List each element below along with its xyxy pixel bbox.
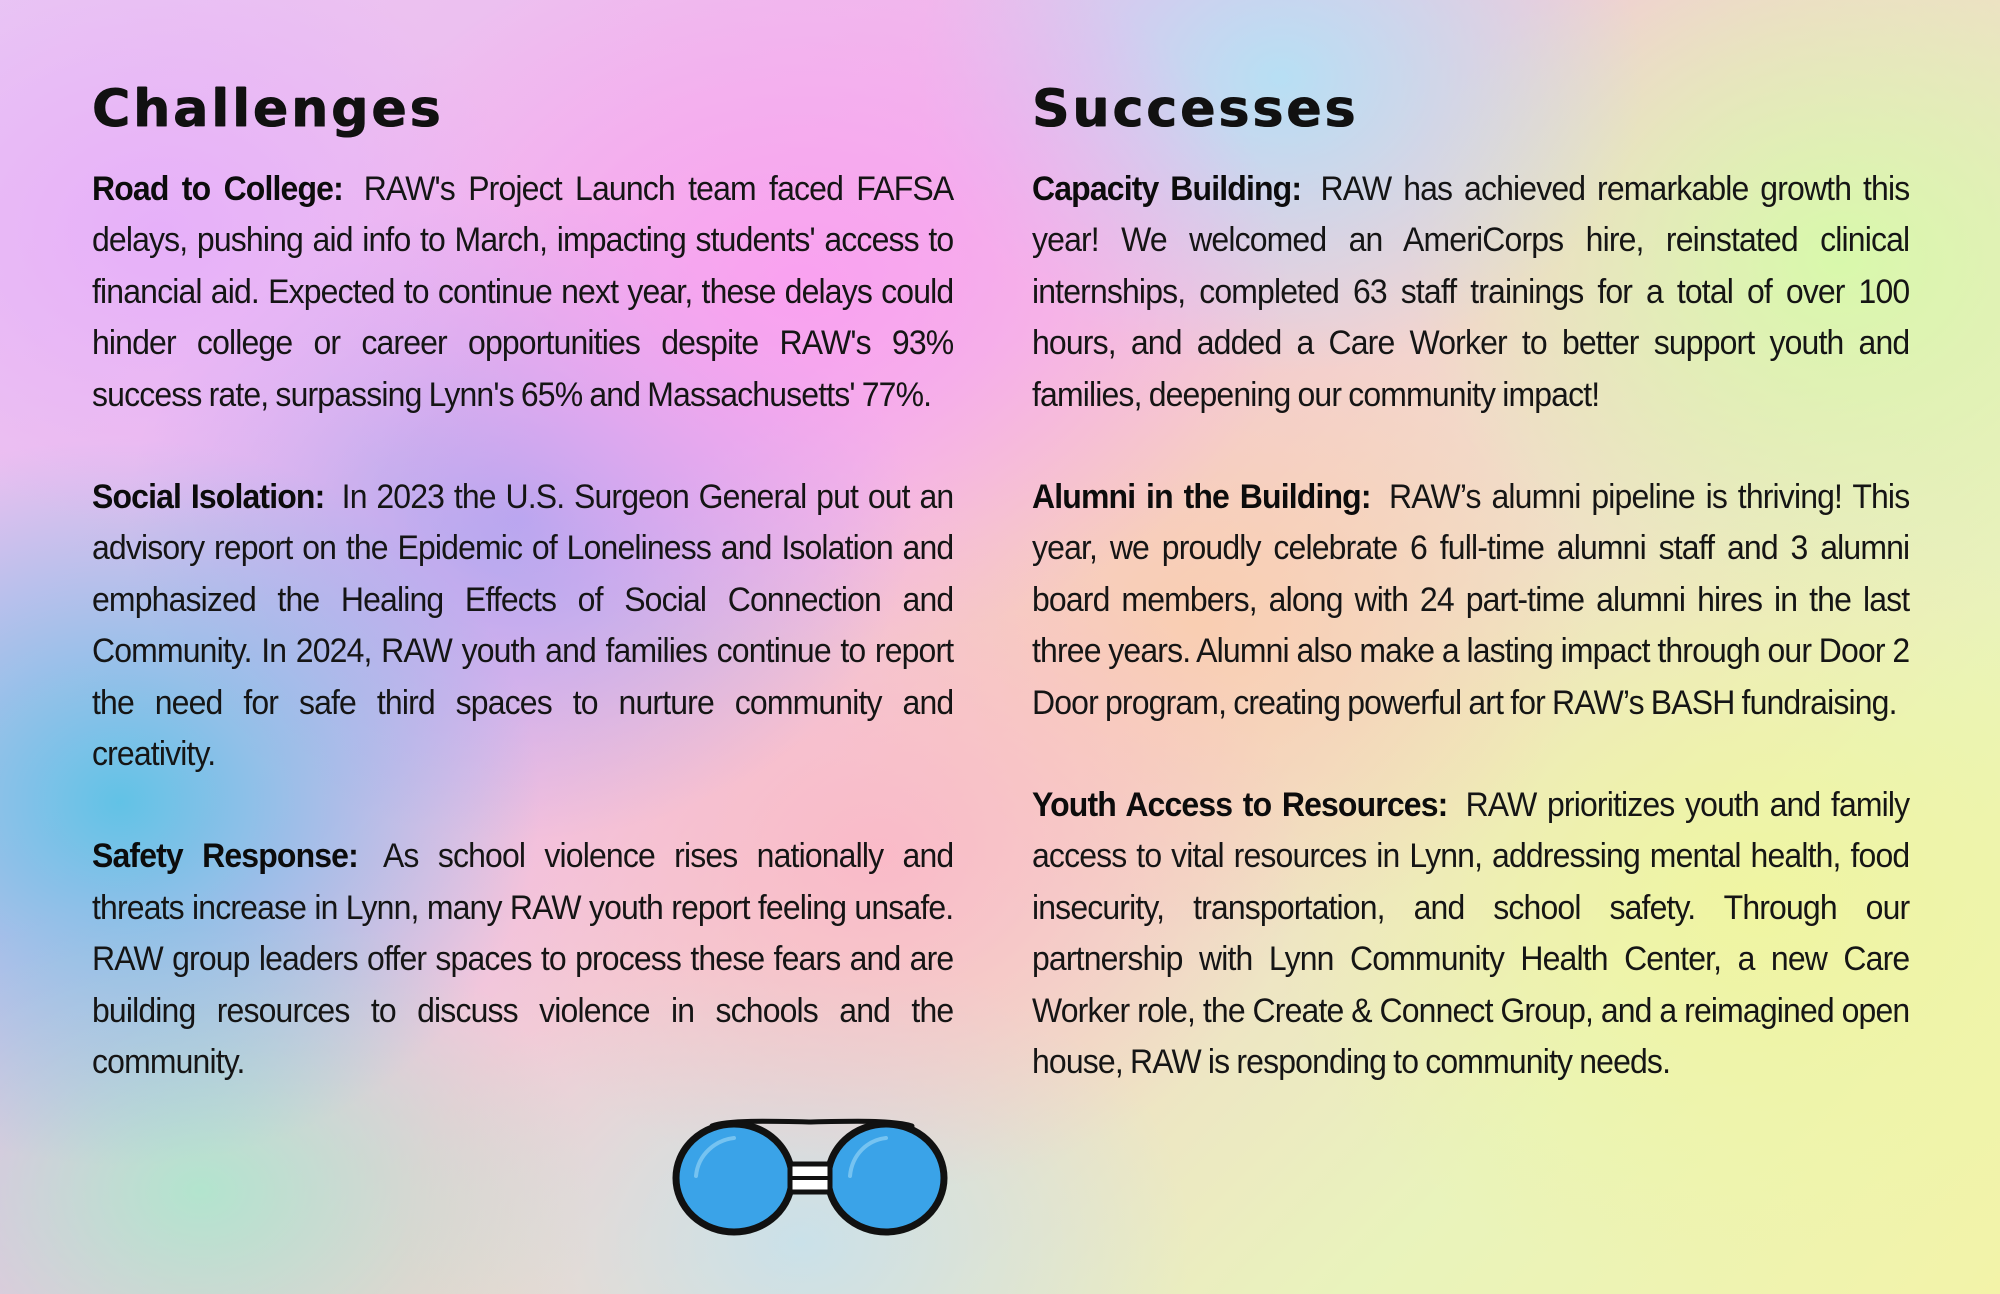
challenge-text: As school violence rises nationally and threats increase in Lynn, many RAW youth report feeling unsafe. RAW group leaders offer spaces to process these fears and are building resources to discuss violence in schools and the community.	[92, 837, 954, 1082]
challenge-road-to-college	[92, 164, 953, 421]
right-lens	[828, 1124, 944, 1232]
challenges-heading: Challenges	[92, 79, 444, 139]
success-capacity-building	[1032, 164, 1909, 421]
challenge-text: RAW's Project Launch team faced FAFSA delays, pushing aid info to March, impacting students' access to financial aid. Expected to continue next year, these delays could hinder college or career opportunities despite RAW's 93% success rate, surpassing Lynn's 65% and Massachusetts' 77%.	[92, 170, 954, 414]
left-lens	[676, 1124, 792, 1232]
successes-heading: Successes	[1032, 79, 1359, 139]
challenge-safety-response	[92, 831, 953, 1088]
success-youth-access-to-resources	[1032, 780, 1909, 1088]
success-text: RAW’s alumni pipeline is thriving! This year, we proudly celebrate 6 full-time alumni staff and 3 alumni board members, along with 24 part-time alumni hires in the last three years. Alumni also make a lasting impact through our Door 2 Door program, creating powerful art for RAW’s BASH fundraising.	[1032, 478, 1910, 722]
success-label: Capacity Building:	[1032, 170, 1302, 208]
success-text: RAW has achieved remarkable growth this year! We welcomed an AmeriCorps hire, reinstated clinical internships, completed 63 staff trainings for a total of over 100 hours, and added a Care Worker to better support youth and families, deepening our community impact!	[1032, 170, 1910, 414]
challenge-social-isolation	[92, 472, 953, 780]
success-alumni-in-the-building	[1032, 472, 1909, 729]
sunglasses-icon	[668, 1112, 952, 1242]
success-text: RAW prioritizes youth and family access to vital resources in Lynn, addressing mental health, food insecurity, transportation, and school safety. Through our partnership with Lynn Community Health Center, a new Care Worker role, the Create & Connect Group, and a reimagined open house, RAW is responding to community needs.	[1032, 786, 1910, 1082]
success-label: Alumni in the Building:	[1032, 478, 1371, 517]
challenge-label: Safety Response:	[92, 837, 358, 876]
success-label: Youth Access to Resources:	[1032, 786, 1448, 825]
challenges-section	[92, 72, 954, 1140]
challenge-label: Social Isolation:	[92, 478, 325, 517]
challenge-text: In 2023 the U.S. Surgeon General put out an advisory report on the Epidemic of Loneliness and Isolation and emphasized the Healing Effects of Social Connection and Community. In 2024, RAW youth and families continue to report the need for safe third spaces to nurture community and creativity.	[92, 478, 954, 774]
challenge-label: Road to College:	[92, 170, 343, 208]
successes-section	[1032, 72, 1910, 1140]
